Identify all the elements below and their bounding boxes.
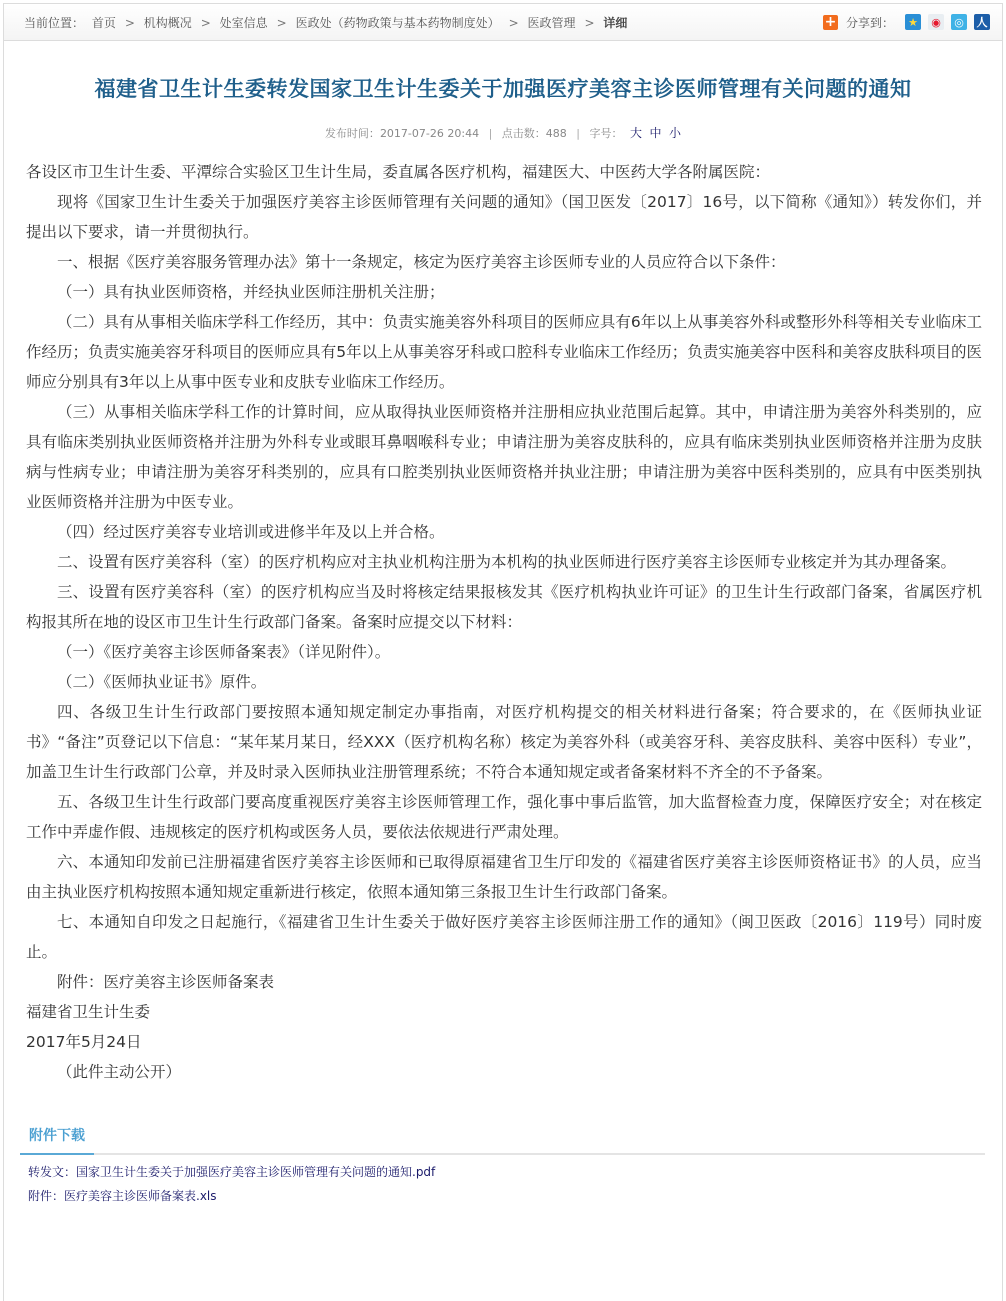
paragraph: 现将《国家卫生计生委关于加强医疗美容主诊医师管理有关问题的通知》（国卫医发〔2017〕16号，以下简称《通知》）转发你们，并提出以下要求，请一并贯彻执行。	[26, 193, 982, 241]
top-bar	[4, 4, 1002, 41]
article-meta	[4, 124, 1002, 141]
breadcrumb	[24, 14, 631, 31]
page-frame	[3, 3, 1003, 1301]
paragraph: （一）《医疗美容主诊医师备案表》（详见附件）。	[57, 643, 391, 661]
attachment-link-xls[interactable]: 附件：医疗美容主诊医师备案表.xls	[28, 1189, 217, 1203]
share-bar	[823, 14, 990, 31]
breadcrumb-separator: >	[124, 15, 135, 30]
font-size-label: 字号：	[589, 127, 623, 140]
share-label: 分享到：	[845, 15, 894, 30]
font-size-large-button[interactable]: 大	[630, 126, 643, 140]
paragraph: （四）经过医疗美容专业培训或进修半年及以上并合格。	[57, 523, 445, 541]
breadcrumb-current: 详细	[603, 15, 628, 30]
attachment-link-pdf[interactable]: 转发文：国家卫生计生委关于加强医疗美容主诊医师管理有关问题的通知.pdf	[28, 1165, 436, 1179]
article-title: 福建省卫生计生委转发国家卫生计生委关于加强医疗美容主诊医师管理有关问题的通知	[94, 77, 912, 101]
paragraph: 六、本通知印发前已注册福建省医疗美容主诊医师和已取得原福建省卫生厅印发的《福建省医疗美容主诊医师资格证书》的人员，应当由主执业医疗机构按照本通知规定重新进行核定，依照本通知第三条报卫生计生行政部门备案。	[26, 853, 982, 901]
breadcrumb-separator: >	[276, 15, 287, 30]
salutation: 各设区市卫生计生委、平潭综合实验区卫生计生局，委直属各医疗机构，福建医大、中医药大学各附属医院：	[26, 163, 771, 181]
public-note: （此件主动公开）	[57, 1063, 182, 1081]
tencent-weibo-icon[interactable]: ◎	[951, 14, 967, 30]
meta-divider: |	[488, 127, 493, 140]
breadcrumb-separator: >	[584, 15, 595, 30]
paragraph: 三、设置有医疗美容科（室）的医疗机构应当及时将核定结果报核发其《医疗机构执业许可证》的卫生计生行政部门备案，省属医疗机构报其所在地的设区市卫生计生行政部门备案。备案时应提交以下材料：	[26, 583, 982, 631]
paragraph: （三）从事相关临床学科工作的计算时间，应从取得执业医师资格并注册相应执业范围后起算。其中，申请注册为美容外科类别的，应具有临床类别执业医师资格并注册为外科专业或眼耳鼻咽喉科专业；申请注册为美容皮肤科的，应具有临床类别执业医师资格并注册为皮肤病与性病专业；申请注册为美容牙科类别的，应具有口腔类别执业医师资格并执业注册；申请注册为美容中医科类别的，应具有中医类别执业医师资格并注册为中医专业。	[26, 403, 982, 511]
clicks-label: 点击数：	[501, 127, 546, 140]
article-body	[4, 157, 1002, 1087]
breadcrumb-item-admin[interactable]: 医政管理	[527, 15, 576, 30]
breadcrumb-separator: >	[508, 15, 519, 30]
breadcrumb-item-org[interactable]: 机构概况	[143, 15, 192, 30]
breadcrumb-label: 当前位置：	[24, 15, 85, 30]
paragraph: 四、各级卫生计生行政部门要按照本通知规定制定办事指南，对医疗机构提交的相关材料进行备案；符合要求的，在《医师执业证书》“备注”页登记以下信息：“某年某月某日，经XXX（医疗机构名称）核定为美容外科（或美容牙科、美容皮肤科、美容中医科）专业”，加盖卫生计生行政部门公章，并及时录入医师执业注册管理系统；不符合本通知规定或者备案材料不齐全的不予备案。	[26, 703, 982, 781]
share-more-icon[interactable]: +	[824, 13, 837, 30]
breadcrumb-item-home[interactable]: 首页	[91, 15, 116, 30]
breadcrumb-separator: >	[200, 15, 211, 30]
attachments-tab[interactable]: 附件下载	[20, 1121, 94, 1155]
font-size-medium-button[interactable]: 中	[649, 126, 662, 140]
paragraph: 七、本通知自印发之日起施行，《福建省卫生计生委关于做好医疗美容主诊医师注册工作的通知》（闽卫医政〔2016〕119号）同时废止。	[26, 913, 982, 961]
signature-org: 福建省卫生计生委	[26, 1003, 151, 1021]
paragraph: （二）具有从事相关临床学科工作经历，其中：负责实施美容外科项目的医师应具有6年以上从事美容外科或整形外科等相关专业临床工作经历；负责实施美容牙科项目的医师应具有5年以上从事美容牙科或口腔科专业临床工作经历；负责实施美容中医科和美容皮肤科项目的医师应分别具有3年以上从事中医专业和皮肤专业临床工作经历。	[26, 313, 982, 391]
paragraph: 五、各级卫生计生行政部门要高度重视医疗美容主诊医师管理工作，强化事中事后监管，加大监督检查力度，保障医疗安全；对在核定工作中弄虚作假、违规核定的医疗机构或医务人员，要依法依规进行严肃处理。	[26, 793, 982, 841]
click-count: 488	[545, 127, 567, 140]
signature-date: 2017年5月24日	[26, 1033, 142, 1051]
paragraph: 一、根据《医疗美容服务管理办法》第十一条规定，核定为医疗美容主诊医师专业的人员应符合以下条件：	[57, 253, 786, 271]
font-size-small-button[interactable]: 小	[669, 126, 682, 140]
attachments-header	[20, 1121, 985, 1155]
paragraph: 二、设置有医疗美容科（室）的医疗机构应对主执业机构注册为本机构的执业医师进行医疗美容主诊医师专业核定并为其办理备案。	[57, 553, 957, 571]
publish-time: 2017-07-26 20:44	[379, 127, 480, 140]
publish-label: 发布时间：	[324, 127, 380, 140]
attachments-list	[4, 1160, 1002, 1208]
attachment-note: 附件：医疗美容主诊医师备案表	[57, 973, 275, 991]
meta-divider: |	[576, 127, 580, 140]
weibo-icon[interactable]: ◉	[928, 14, 944, 30]
breadcrumb-item-office[interactable]: 医政处（药物政策与基本药物制度处）	[295, 15, 500, 30]
renren-icon[interactable]: 人	[974, 14, 990, 30]
qzone-icon[interactable]: ★	[905, 14, 921, 30]
paragraph: （二）《医师执业证书》原件。	[57, 673, 267, 691]
paragraph: （一）具有执业医师资格，并经执业医师注册机关注册；	[57, 283, 445, 301]
breadcrumb-item-dept[interactable]: 处室信息	[219, 15, 268, 30]
